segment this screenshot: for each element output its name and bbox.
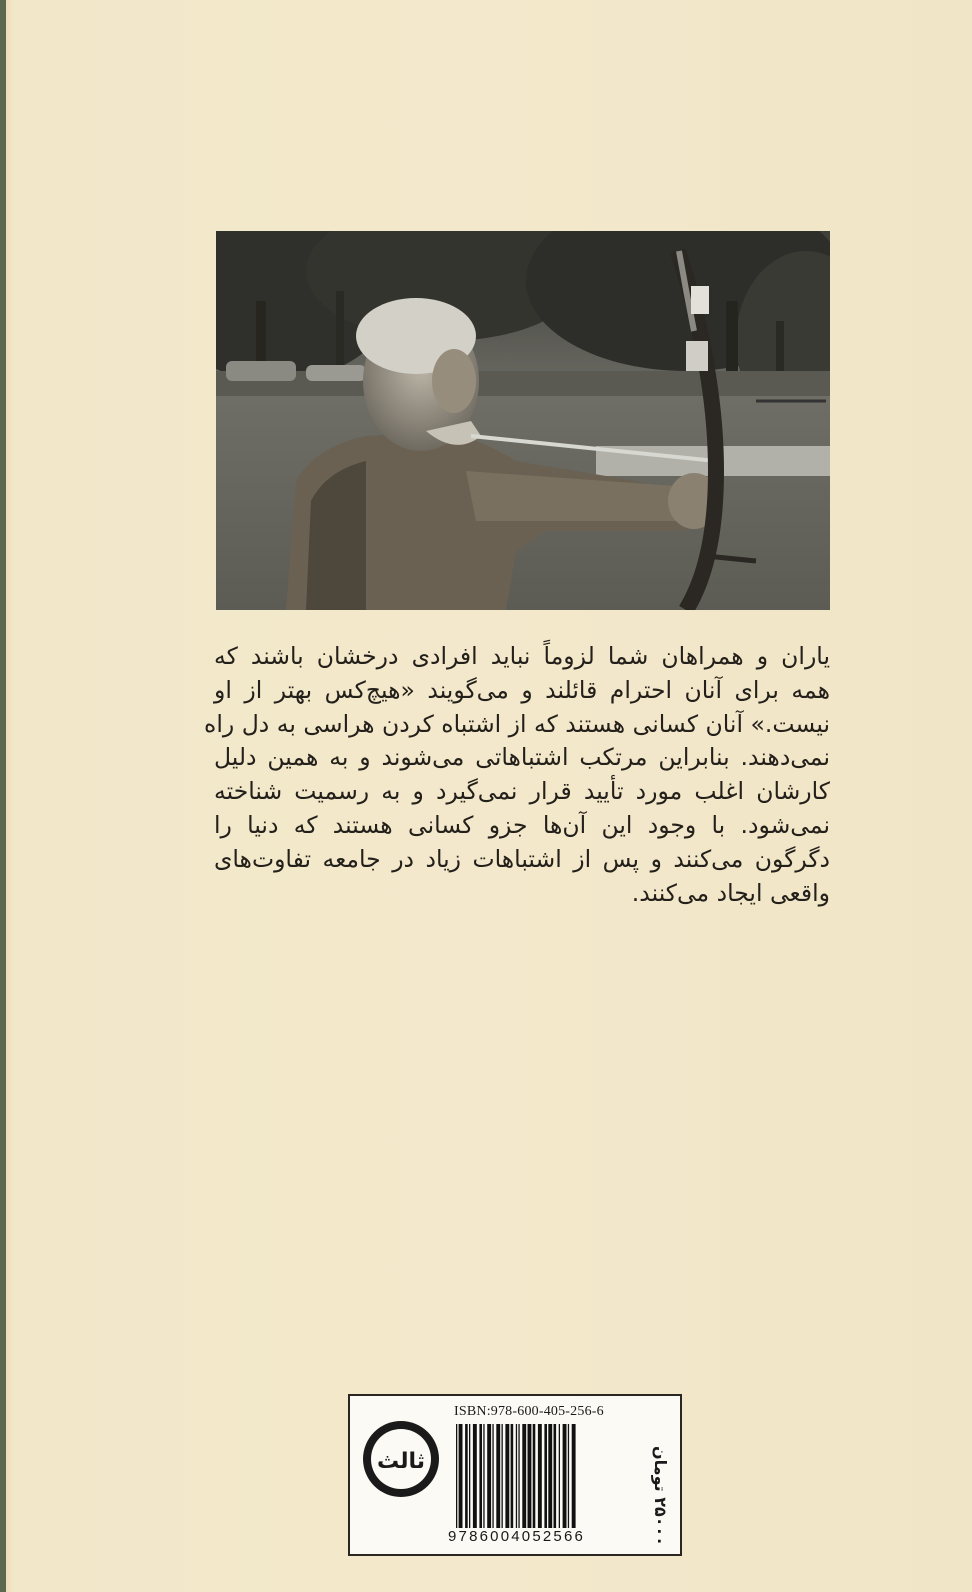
barcode-bar [469,1424,470,1528]
barcode-bar [522,1424,526,1528]
barcode-bar [487,1424,491,1528]
barcode-bar [479,1424,482,1528]
author-photo [216,231,830,610]
barcode-digits: 9786004052566 [448,1528,586,1545]
barcode-bar [563,1424,567,1528]
blurb-line: یاران و همراهان شما لزوماً نباید افرادی درخشان باشند که [214,642,830,670]
price-label: ۲۵۰۰۰ تومان [651,1445,670,1546]
barcode-bar [538,1424,542,1528]
back-cover-blurb [204,640,830,910]
barcode-bar [459,1424,463,1528]
spine-edge [0,0,6,1592]
barcode-panel [348,1394,682,1556]
barcode-bar [496,1424,500,1528]
blurb-line: دگرگون می‌کنند و پس از اشتباهات زیاد در جامعه تفاوت‌های [214,844,830,873]
barcode-bar [568,1424,569,1528]
barcode-bar [456,1424,457,1528]
barcode-bar [516,1424,517,1528]
barcode-bar [554,1424,557,1528]
barcode-bar [548,1424,552,1528]
barcode-bar [473,1424,477,1528]
publisher-logo-text: ثالث [376,1449,426,1474]
blurb-line: نیست.» آنان کسانی هستند که از اشتباه کردن هراسی به دل راه [204,709,830,738]
barcode-bar [465,1424,468,1528]
blurb-line: نمی‌دهند. بنابراین مرتکب اشتباهاتی می‌شوند و به همین دلیل [214,743,830,772]
blurb-line: همه برای آنان احترام قائلند و می‌گویند «هیچ‌کس بهتر از او [214,675,830,704]
blurb-line: واقعی ایجاد می‌کنند. [631,878,830,907]
barcode-bar [544,1424,547,1528]
barcode-bar [483,1424,484,1528]
publisher-logo-icon [360,1418,442,1500]
blurb-line: کارشان اغلب مورد تأیید قرار نمی‌گیرد و به رسمیت شناخته [214,777,830,806]
barcode-bars [454,1424,634,1528]
isbn-label: ISBN:978-600-405-256-6 [454,1404,604,1419]
barcode-bar [518,1424,519,1528]
barcode-bar [528,1424,532,1528]
barcode-bar [533,1424,536,1528]
barcode-bar [572,1424,576,1528]
barcode-bar [505,1424,509,1528]
barcode-bar [492,1424,493,1528]
barcode-bar [559,1424,560,1528]
blurb-line: نمی‌شود. با وجود این آن‌ها جزو کسانی هستند که دنیا را [214,810,830,839]
barcode-bar [502,1424,503,1528]
barcode-bar [511,1424,514,1528]
